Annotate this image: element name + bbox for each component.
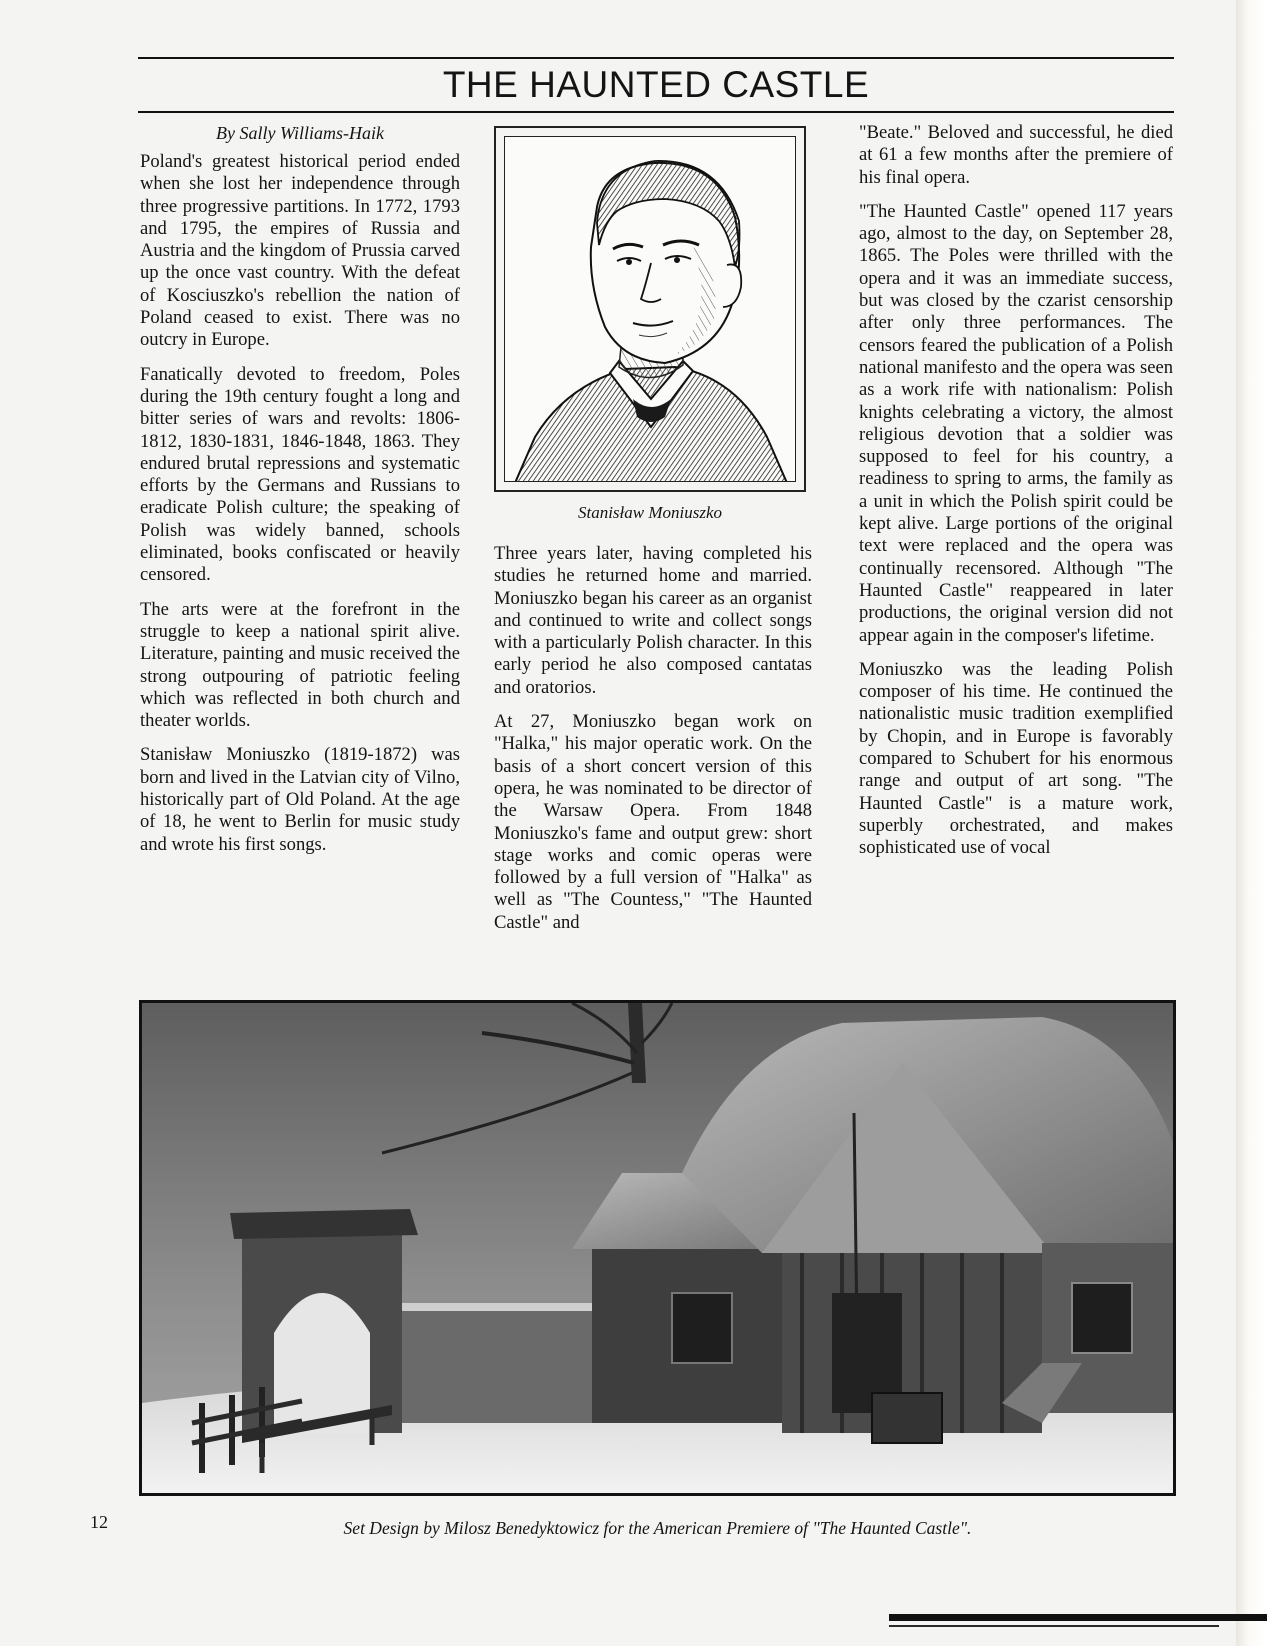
paragraph: Stanisław Moniuszko (1819-1872) was born and lived in the Latvian city of Vilno, historically part of Old Poland. At the age of 18, he went to Berlin for music study and wrote his first songs. (140, 744, 460, 855)
text-column-1 (140, 151, 460, 868)
paragraph: "The Haunted Castle" opened 117 years ago, almost to the day, on September 28, 1865. The Poles were thrilled with the opera and it was an immediate success, but was closed by the czarist censorship after only three performances. The censors feared the publication of a Polish national manifesto and the opera was seen as a work rife with nationalism: Polish knights celebrating a victory, the almost religious devotion that a soldier was supposed to feel for his country, a readiness to spring to arms, the family as a unit in which the Polish spirit could be kept alive. Large portions of the original text were replaced and the opera was continually recensored. Although "The Haunted Castle" reappeared in later productions, the original version did not appear again in the composer's lifetime. (859, 200, 1173, 646)
paragraph: Fanatically devoted to freedom, Poles during the 19th century fought a long and bitter series of wars and revolts: 1806-1812, 1830-1831, 1846-1848, 1863. They endured brutal repressions and systematic efforts by the Germans and Russians to eradicate Polish culture; the speaking of Polish was widely banned, schools eliminated, books confiscated or heavily censored. (140, 363, 460, 586)
page-edge-shadow (1236, 0, 1267, 1646)
text-column-3 (859, 122, 1173, 872)
footer-rule (889, 1614, 1267, 1621)
portrait-caption: Stanisław Moniuszko (577, 503, 723, 522)
text-column-2 (494, 543, 812, 946)
paragraph: At 27, Moniuszko began work on "Halka," his major operatic work. On the basis of a short concert version of this opera, he was nominated to be director of the Warsaw Opera. From 1848 Moniuszko's fame and output grew: short stage works and comic operas were followed by a full version of "Halka" as well as "The Countess," "The Haunted Castle" and (494, 711, 812, 933)
title-top-rule (138, 57, 1174, 59)
article-title: THE HAUNTED CASTLE (442, 64, 870, 105)
paragraph: "Beate." Beloved and successful, he died at 61 a few months after the premiere of his final opera. (859, 122, 1173, 188)
footer-rule-thin (889, 1625, 1219, 1627)
paragraph: Three years later, having completed his studies he returned home and married. Moniuszko began his career as an organist and continued to write and collect songs with a particularly Polish character. In this early period he also composed cantatas and oratorios. (494, 543, 812, 698)
portrait-illustration (504, 136, 796, 482)
set-design-scene (142, 1003, 1173, 1493)
paragraph: Moniuszko was the leading Polish composer of his time. He continued the nationalistic music tradition exemplified by Chopin, and in Europe is favorably compared to Schubert for his enormous range and output of art song. "The Haunted Castle" is a mature work, superbly orchestrated, and makes sophisticated use of vocal (859, 658, 1173, 859)
page-number: 12 (90, 1512, 108, 1532)
paragraph: Poland's greatest historical period ended when she lost her independence through three progressive partitions. In 1772, 1793 and 1795, the empires of Russia and Austria and the kingdom of Prussia carved up the once vast country. With the defeat of Kosciuszko's rebellion the nation of Poland ceased to exist. There was no outcry in Europe. (140, 151, 460, 351)
article-byline: By Sally Williams-Haik (216, 123, 384, 143)
portrait-frame (494, 126, 806, 492)
portrait-drawing (505, 137, 796, 482)
photo-caption: Set Design by Milosz Benedyktowicz for the American Premiere of "The Haunted Castle". (343, 1518, 972, 1538)
title-bottom-rule (138, 111, 1174, 113)
paragraph: The arts were at the forefront in the struggle to keep a national spirit alive. Literature, painting and music received the strong outpouring of patriotic feeling which was reflected in both church and theater worlds. (140, 598, 460, 732)
set-design-photo (139, 1000, 1176, 1496)
